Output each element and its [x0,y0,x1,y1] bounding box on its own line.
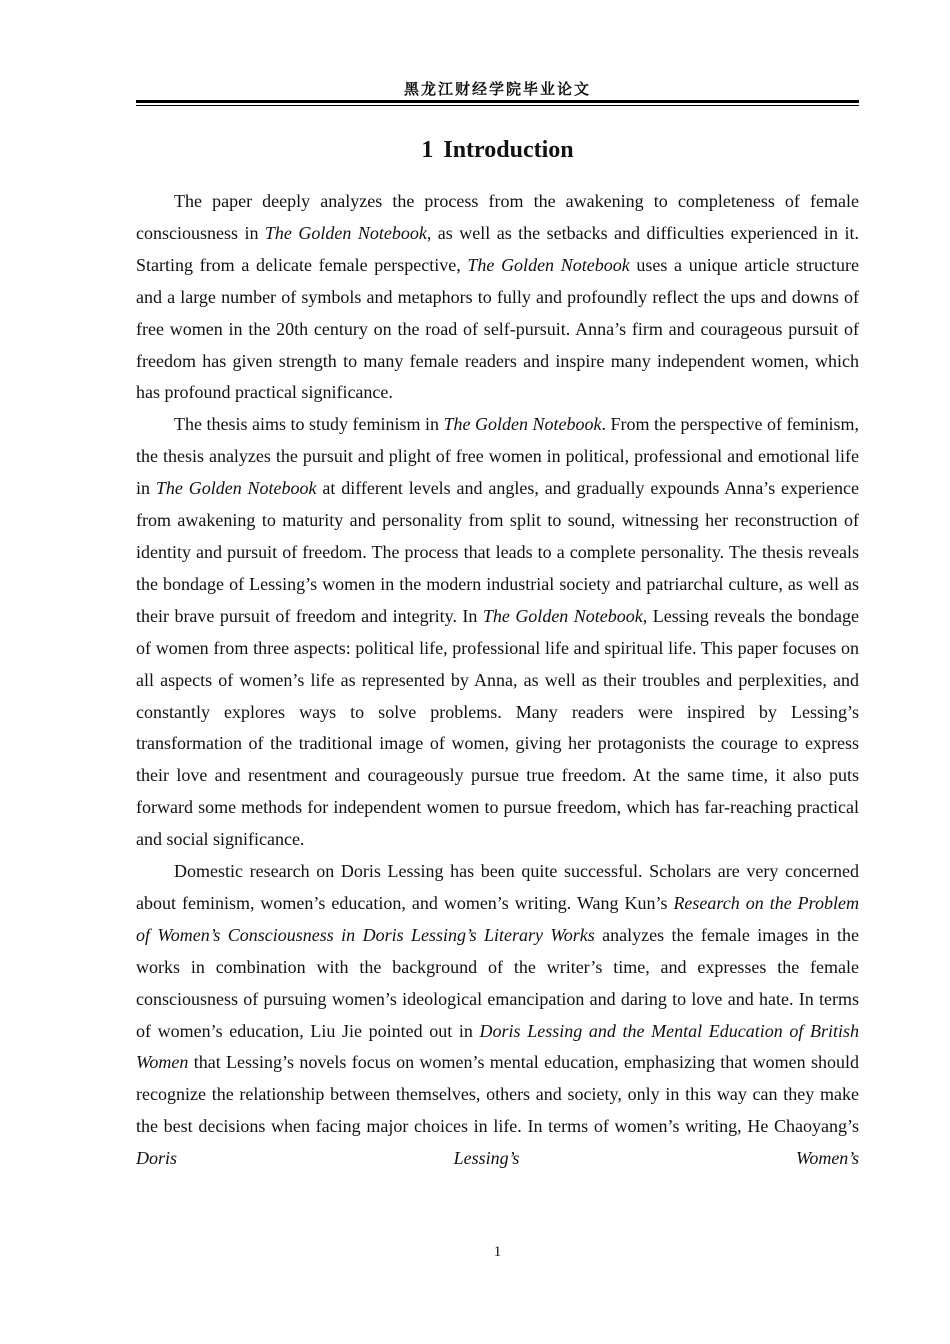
italic-title-run: The Golden Notebook [264,222,427,243]
italic-title-run: The Golden Notebook [443,414,602,435]
italic-title-run: Doris Lessing and the Mental Education of British Women [136,1020,859,1073]
text-run: that Lessing’s novels focus on women’s mental education, emphasizing that women should recognize the relationship between themselves, others and society, only in this way can they make the best decisions when facing major choices in life. In terms of women’s writing, He Chaoyang’s [136,1052,859,1137]
paragraph-2 [136,409,859,856]
italic-title-run: The Golden Notebook [482,605,643,626]
italic-title-run: The Golden Notebook [467,254,630,275]
italic-title-run: Research on the Problem of Women’s Consciousness in Doris Lessing’s Literary Works [136,892,859,945]
italic-title-run: The Golden Notebook [155,478,317,499]
text-run: , Lessing reveals the bondage of women from three aspects: political life, professional life and spiritual life. This paper focuses on all aspects of women’s life as represented by Anna, as well as their troubles and perplexities, and constantly explores ways to solve problems. Many readers were inspired by Lessing’s transformation of the traditional image of women, giving her protagonists the courage to express their love and resentment and courageously pursue true freedom. At the same time, it also puts forward some methods for independent women to pursue freedom, which has far-reaching practical and social significance. [136,605,859,850]
running-header: 黑龙江财经学院毕业论文 [403,80,591,98]
header-rule-thick [136,100,859,103]
chapter-title [136,134,859,166]
text-run: Domestic research on Doris Lessing has been quite successful. Scholars are very concerned about feminism, women’s education, and women’s writing. Wang Kun’s [136,861,859,913]
header-rule-thin [136,105,859,106]
chapter-number: 1 [421,137,434,163]
text-run: analyzes the female images in the works in combination with the background of the writer’s time, and expresses the female consciousness of pursuing women’s ideological emancipation and daring to love and hate. In terms of women’s education, Liu Jie pointed out in [136,924,859,1041]
text-run: at different levels and angles, and gradually expounds Anna’s experience from awakening to maturity and personality from split to sound, witnessing her reconstruction of identity and pursuit of freedom. The process that leads to a complete personality. The thesis reveals the bondage of Lessing’s women in the modern industrial society and patriarchal culture, as well as their brave pursuit of freedom and integrity. In [136,478,859,626]
text-run: . From the perspective of feminism, the thesis analyzes the pursuit and plight of free women in political, professional and emotional life in [136,414,859,499]
body-text [136,186,859,1175]
text-run: , as well as the setbacks and difficulties experienced in it. Starting from a delicate female perspective, [136,222,859,275]
text-run: The thesis aims to study feminism in [174,414,444,435]
chapter-title-text: Introduction [443,137,574,163]
text-run: The paper deeply analyzes the process from the awakening to completeness of female consciousness in [136,191,859,243]
text-run: uses a unique article structure and a large number of symbols and metaphors to fully and profoundly reflect the ups and downs of free women in the 20th century on the road of self-pursuit. Anna’s firm and courageous pursuit of freedom has given strength to many female readers and inspire many independent women, which has profound practical significance. [136,254,859,403]
italic-title-run: Doris Lessing’s Women’s [136,1148,859,1169]
paragraph-3 [136,856,859,1175]
page-number: 1 [493,1244,502,1260]
paragraph-1 [136,186,859,409]
